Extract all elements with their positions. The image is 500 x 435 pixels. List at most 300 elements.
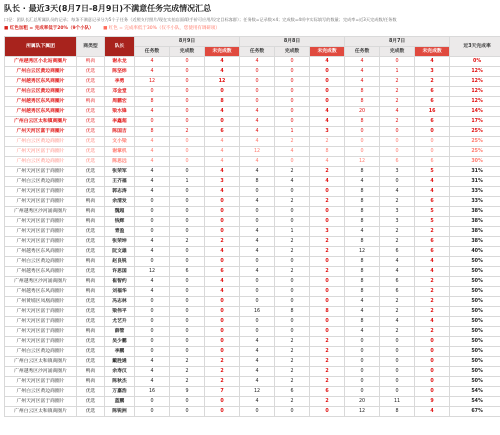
leader-cell: 陈思远 <box>105 157 135 167</box>
day1-tasks-cell: 0 <box>135 407 170 417</box>
leader-cell: 阮文雄 <box>105 247 135 257</box>
day1-missing-cell: 0 <box>205 407 240 417</box>
day1-done-cell: 2 <box>170 367 205 377</box>
day1-missing-cell: 0 <box>205 297 240 307</box>
day2-done-cell: 2 <box>275 267 310 277</box>
biz-type-cell: 优选 <box>77 117 105 127</box>
team-cell: 广州越秀区东风商圈片 <box>5 107 77 117</box>
day3-missing-cell: 0 <box>415 377 450 387</box>
leader-cell: 陈坚炜 <box>105 67 135 77</box>
day3-missing-cell: 4 <box>415 267 450 277</box>
day2-tasks-cell: 4 <box>240 397 275 407</box>
team-cell: 广州天河区富于商圈片 <box>5 147 77 157</box>
day1-done-cell: 0 <box>170 307 205 317</box>
day3-done-cell: 4 <box>380 257 415 267</box>
completion-rate-cell: 40% <box>450 247 500 257</box>
day2-tasks-cell: 0 <box>240 407 275 417</box>
leader-cell: 魏超 <box>105 207 135 217</box>
day2-missing-cell: 2 <box>310 357 345 367</box>
day3-done-cell: 3 <box>380 167 415 177</box>
team-cell: 广州白云区黄边商圈片 <box>5 157 77 167</box>
day1-missing-cell: 4 <box>205 287 240 297</box>
day3-tasks-cell: 8 <box>345 87 380 97</box>
day3-tasks-cell: 4 <box>345 177 380 187</box>
day3-missing-cell: 4 <box>415 407 450 417</box>
day1-missing-cell: 6 <box>205 267 240 277</box>
day3-missing-cell: 6 <box>415 97 450 107</box>
page-title: 队长 · 最近3天(8月7日-8月9日)不满意任务完成情况汇总 <box>4 4 212 13</box>
team-cell: 广州天河区富于商圈片 <box>5 327 77 337</box>
biz-type-cell: 鸭肉 <box>77 207 105 217</box>
day2-done-cell: 0 <box>275 287 310 297</box>
day2-missing-cell: 0 <box>310 77 345 87</box>
day1-tasks-cell: 0 <box>135 317 170 327</box>
day1-done-cell: 2 <box>170 237 205 247</box>
day2-tasks-cell: 0 <box>240 97 275 107</box>
day1-done-cell: 0 <box>170 197 205 207</box>
team-cell: 广州天河区富于商圈片 <box>5 217 77 227</box>
completion-rate-cell: 50% <box>450 377 500 387</box>
completion-rate-cell: 30% <box>450 157 500 167</box>
day2-done-cell: 4 <box>275 147 310 157</box>
leader-cell: 陈秋杰 <box>105 377 135 387</box>
day1-missing-cell: 0 <box>205 327 240 337</box>
header-tasks: 任务数 <box>345 47 380 57</box>
biz-type-cell: 优选 <box>77 407 105 417</box>
day1-tasks-cell: 4 <box>135 57 170 67</box>
day2-missing-cell: 4 <box>310 117 345 127</box>
day2-missing-cell: 0 <box>310 277 345 287</box>
leader-cell: 崔智约 <box>105 277 135 287</box>
day1-done-cell: 9 <box>170 387 205 397</box>
day3-missing-cell: 2 <box>415 287 450 297</box>
table-body <box>5 57 500 417</box>
biz-type-cell: 优选 <box>77 347 105 357</box>
day3-done-cell: 4 <box>380 107 415 117</box>
day3-done-cell: 6 <box>380 287 415 297</box>
day2-missing-cell: 0 <box>310 187 345 197</box>
leader-cell: 戴胜通 <box>105 357 135 367</box>
day3-tasks-cell: 8 <box>345 257 380 267</box>
day3-tasks-cell: 8 <box>345 287 380 297</box>
table-row <box>5 277 500 287</box>
day3-tasks-cell: 0 <box>345 337 380 347</box>
day3-missing-cell: 6 <box>415 157 450 167</box>
header-team: 所属队下属团 <box>5 37 77 57</box>
team-cell: 广州越秀区东风商圈片 <box>5 77 77 87</box>
day3-done-cell: 6 <box>380 157 415 167</box>
header-tasks: 任务数 <box>240 47 275 57</box>
day1-missing-cell: 0 <box>205 197 240 207</box>
day3-tasks-cell: 4 <box>345 77 380 87</box>
leader-cell: 李鹏 <box>105 347 135 357</box>
day3-done-cell: 2 <box>380 327 415 337</box>
biz-type-cell: 鸭肉 <box>77 57 105 67</box>
completion-rate-cell: 17% <box>450 117 500 127</box>
day3-missing-cell: 2 <box>415 297 450 307</box>
biz-type-cell: 优选 <box>77 397 105 407</box>
day2-done-cell: 2 <box>275 377 310 387</box>
completion-rate-cell: 50% <box>450 277 500 287</box>
biz-type-cell: 优选 <box>77 167 105 177</box>
day1-done-cell: 0 <box>170 347 205 357</box>
header-day-3: 8月7日 <box>345 37 450 47</box>
day2-missing-cell: 2 <box>310 247 345 257</box>
day1-tasks-cell: 4 <box>135 187 170 197</box>
completion-rate-cell: 50% <box>450 327 500 337</box>
day3-missing-cell: 5 <box>415 207 450 217</box>
day1-missing-cell: 0 <box>205 257 240 267</box>
leader-cell: 余寿汉 <box>105 367 135 377</box>
day2-missing-cell: 0 <box>310 297 345 307</box>
day3-missing-cell: 0 <box>415 137 450 147</box>
day3-missing-cell: 2 <box>415 307 450 317</box>
biz-type-cell: 鸭肉 <box>77 277 105 287</box>
day2-missing-cell: 2 <box>310 197 345 207</box>
day3-tasks-cell: 8 <box>345 197 380 207</box>
header-biz: 商类型 <box>77 37 105 57</box>
header-done: 完成数 <box>275 47 310 57</box>
day3-done-cell: 2 <box>380 117 415 127</box>
biz-type-cell: 鸭肉 <box>77 257 105 267</box>
day1-missing-cell: 2 <box>205 367 240 377</box>
day3-done-cell: 6 <box>380 277 415 287</box>
day3-done-cell: 0 <box>380 387 415 397</box>
completion-rate-cell: 12% <box>450 97 500 107</box>
team-cell: 广州越秀区东风商圈片 <box>5 247 77 257</box>
header-miss: 未完成数 <box>310 47 345 57</box>
leader-cell: 谢掌机 <box>105 147 135 157</box>
day2-done-cell: 2 <box>275 357 310 367</box>
completion-rate-cell: 50% <box>450 297 500 307</box>
day1-tasks-cell: 4 <box>135 287 170 297</box>
day3-tasks-cell: 4 <box>345 67 380 77</box>
day2-done-cell: 2 <box>275 167 310 177</box>
day3-missing-cell: 0 <box>415 347 450 357</box>
day3-done-cell: 0 <box>380 57 415 67</box>
biz-type-cell: 优选 <box>77 307 105 317</box>
page-description: 口径：团队长汇总所属队员的记录；每条不满意记录分为5个子任务（近照支付照片/现在实拍店面/联手价可应用/设定目标客群）；任务数=记录数×4；完成数=4项中实际填写的数量；完成率=近3天完成数/任务数 <box>4 17 397 22</box>
completion-rate-cell: 38% <box>450 217 500 227</box>
day3-tasks-cell: 8 <box>345 97 380 107</box>
biz-type-cell: 优选 <box>77 77 105 87</box>
day3-done-cell: 8 <box>380 407 415 417</box>
day3-done-cell: 3 <box>380 207 415 217</box>
day1-tasks-cell: 0 <box>135 327 170 337</box>
day3-tasks-cell: 4 <box>345 307 380 317</box>
leader-cell: 青盈 <box>105 227 135 237</box>
day1-missing-cell: 0 <box>205 217 240 227</box>
completion-rate-cell: 50% <box>450 267 500 277</box>
day2-done-cell: 0 <box>275 317 310 327</box>
table-row <box>5 177 500 187</box>
day2-done-cell: 1 <box>275 227 310 237</box>
day1-missing-cell: 0 <box>205 337 240 347</box>
day2-missing-cell: 0 <box>310 97 345 107</box>
day3-missing-cell: 0 <box>415 367 450 377</box>
day2-missing-cell: 2 <box>310 347 345 357</box>
day1-done-cell: 0 <box>170 137 205 147</box>
header-miss: 未完成数 <box>205 47 240 57</box>
day2-missing-cell: 2 <box>310 167 345 177</box>
day2-tasks-cell: 0 <box>240 217 275 227</box>
completion-rate-cell: 67% <box>450 407 500 417</box>
day1-missing-cell: 0 <box>205 227 240 237</box>
biz-type-cell: 优选 <box>77 357 105 367</box>
day2-tasks-cell: 4 <box>240 367 275 377</box>
day2-done-cell: 0 <box>275 407 310 417</box>
team-cell: 广州黄埔区凤凰商圈片 <box>5 297 77 307</box>
day3-tasks-cell: 0 <box>345 347 380 357</box>
day1-missing-cell: 4 <box>205 147 240 157</box>
day1-tasks-cell: 0 <box>135 397 170 407</box>
team-cell: 广州越秀区沙河涌商圈片 <box>5 367 77 377</box>
leader-cell: 薛管 <box>105 327 135 337</box>
day1-missing-cell: 4 <box>205 137 240 147</box>
team-cell: 广州白云区黄边商圈片 <box>5 67 77 77</box>
completion-rate-cell: 31% <box>450 167 500 177</box>
day2-done-cell: 0 <box>275 157 310 167</box>
team-cell: 广州白云区太和镇商圈片 <box>5 407 77 417</box>
biz-type-cell: 优选 <box>77 337 105 347</box>
day1-tasks-cell: 8 <box>135 127 170 137</box>
day2-tasks-cell: 0 <box>240 297 275 307</box>
team-cell: 广州天河区富于商圈片 <box>5 317 77 327</box>
day1-missing-cell: 0 <box>205 347 240 357</box>
day3-done-cell: 0 <box>380 377 415 387</box>
day1-done-cell: 0 <box>170 297 205 307</box>
day2-done-cell: 0 <box>275 87 310 97</box>
day1-done-cell: 0 <box>170 407 205 417</box>
leader-cell: 张荣军 <box>105 167 135 177</box>
biz-type-cell: 鸭肉 <box>77 367 105 377</box>
day1-done-cell: 0 <box>170 327 205 337</box>
day2-done-cell: 0 <box>275 327 310 337</box>
day2-tasks-cell: 4 <box>240 157 275 167</box>
team-cell: 广州天河区富于商圈片 <box>5 397 77 407</box>
leader-cell: 李勇 <box>105 77 135 87</box>
day2-done-cell: 8 <box>275 307 310 317</box>
day1-tasks-cell: 0 <box>135 307 170 317</box>
day2-tasks-cell: 16 <box>240 307 275 317</box>
biz-type-cell: 优选 <box>77 247 105 257</box>
leader-cell: 李鑫超 <box>105 117 135 127</box>
day2-missing-cell: 2 <box>310 137 345 147</box>
day3-missing-cell: 4 <box>415 257 450 267</box>
table-row <box>5 237 500 247</box>
day2-done-cell: 0 <box>275 77 310 87</box>
day2-tasks-cell: 4 <box>240 167 275 177</box>
day2-tasks-cell: 12 <box>240 387 275 397</box>
completion-rate-cell: 50% <box>450 347 500 357</box>
day2-tasks-cell: 4 <box>240 347 275 357</box>
day3-done-cell: 11 <box>380 397 415 407</box>
day3-missing-cell: 4 <box>415 177 450 187</box>
header-miss: 未完成数 <box>415 47 450 57</box>
day3-tasks-cell: 0 <box>345 367 380 377</box>
team-cell: 广州越秀区东风商圈片 <box>5 287 77 297</box>
day1-missing-cell: 0 <box>205 87 240 97</box>
team-cell: 广州越秀区小北站商圈片 <box>5 57 77 67</box>
day2-done-cell: 2 <box>275 367 310 377</box>
day2-tasks-cell: 0 <box>240 277 275 287</box>
team-cell: 广州天河区富于商圈片 <box>5 197 77 207</box>
day1-done-cell: 0 <box>170 57 205 67</box>
day2-missing-cell: 2 <box>310 337 345 347</box>
day3-done-cell: 0 <box>380 347 415 357</box>
biz-type-cell: 鸭肉 <box>77 97 105 107</box>
day3-done-cell: 4 <box>380 317 415 327</box>
day2-tasks-cell: 4 <box>240 267 275 277</box>
day3-tasks-cell: 8 <box>345 267 380 277</box>
day3-missing-cell: 6 <box>415 197 450 207</box>
day3-done-cell: 2 <box>380 297 415 307</box>
day2-done-cell: 4 <box>275 177 310 187</box>
day1-missing-cell: 0 <box>205 117 240 127</box>
day2-tasks-cell: 0 <box>240 207 275 217</box>
day3-tasks-cell: 4 <box>345 57 380 67</box>
day2-done-cell: 0 <box>275 67 310 77</box>
table-row <box>5 117 500 127</box>
day3-missing-cell: 6 <box>415 237 450 247</box>
day1-missing-cell: 0 <box>205 207 240 217</box>
day2-missing-cell: 0 <box>310 327 345 337</box>
team-cell: 广州白云区黄边商圈片 <box>5 387 77 397</box>
day3-missing-cell: 3 <box>415 67 450 77</box>
day2-done-cell: 0 <box>275 97 310 107</box>
completion-rate-cell: 33% <box>450 187 500 197</box>
day1-tasks-cell: 0 <box>135 217 170 227</box>
day2-done-cell: 2 <box>275 137 310 147</box>
team-cell: 广州白云区黄边商圈片 <box>5 347 77 357</box>
biz-type-cell: 优选 <box>77 137 105 147</box>
day1-done-cell: 0 <box>170 317 205 327</box>
day1-done-cell: 1 <box>170 177 205 187</box>
day2-missing-cell: 4 <box>310 177 345 187</box>
day1-done-cell: 2 <box>170 377 205 387</box>
day2-tasks-cell: 4 <box>240 127 275 137</box>
day2-missing-cell: 6 <box>310 387 345 397</box>
table-row <box>5 287 500 297</box>
day2-tasks-cell: 4 <box>240 357 275 367</box>
day3-tasks-cell: 0 <box>345 147 380 157</box>
table-row <box>5 337 500 347</box>
leader-cell: 郭志涛 <box>105 187 135 197</box>
legend-red: ■ 红色加粗 = 完成率低于20%（9个小队） <box>4 26 94 31</box>
day2-missing-cell: 2 <box>310 377 345 387</box>
day1-tasks-cell: 12 <box>135 267 170 277</box>
day3-missing-cell: 4 <box>415 187 450 197</box>
day2-done-cell: 2 <box>275 397 310 407</box>
biz-type-cell: 优选 <box>77 67 105 77</box>
day1-done-cell: 0 <box>170 107 205 117</box>
biz-type-cell: 优选 <box>77 267 105 277</box>
day3-missing-cell: 0 <box>415 337 450 347</box>
day3-tasks-cell: 8 <box>345 187 380 197</box>
day3-done-cell: 2 <box>380 197 415 207</box>
day2-missing-cell: 0 <box>310 87 345 97</box>
leader-cell: 尤艺升 <box>105 317 135 327</box>
day2-tasks-cell: 0 <box>240 327 275 337</box>
day3-missing-cell: 0 <box>415 357 450 367</box>
team-cell: 广州越秀区沙河涌商圈片 <box>5 277 77 287</box>
day3-tasks-cell: 12 <box>345 247 380 257</box>
day3-tasks-cell: 12 <box>345 407 380 417</box>
leader-cell: 邓金堂 <box>105 87 135 97</box>
day3-tasks-cell: 8 <box>345 167 380 177</box>
biz-type-cell: 鸭肉 <box>77 217 105 227</box>
day1-missing-cell: 0 <box>205 397 240 407</box>
day2-missing-cell: 4 <box>310 57 345 67</box>
day3-missing-cell: 5 <box>415 217 450 227</box>
day1-tasks-cell: 0 <box>135 117 170 127</box>
table-row <box>5 97 500 107</box>
day3-tasks-cell: 4 <box>345 297 380 307</box>
team-cell: 广州天河区富于商圈片 <box>5 377 77 387</box>
header-tasks: 任务数 <box>135 47 170 57</box>
day1-done-cell: 0 <box>170 287 205 297</box>
day3-done-cell: 0 <box>380 147 415 157</box>
team-cell: 广州越秀区沙河涌商圈片 <box>5 207 77 217</box>
day3-done-cell: 4 <box>380 187 415 197</box>
day2-tasks-cell: 0 <box>240 257 275 267</box>
header-day-2: 8月8日 <box>240 37 345 47</box>
day3-tasks-cell: 4 <box>345 327 380 337</box>
day1-tasks-cell: 0 <box>135 227 170 237</box>
day3-done-cell: 3 <box>380 217 415 227</box>
day3-tasks-cell: 8 <box>345 237 380 247</box>
day1-tasks-cell: 12 <box>135 77 170 87</box>
day2-tasks-cell: 0 <box>240 87 275 97</box>
day1-done-cell: 0 <box>170 227 205 237</box>
day1-tasks-cell: 0 <box>135 347 170 357</box>
day3-missing-cell: 6 <box>415 117 450 127</box>
day3-tasks-cell: 8 <box>345 117 380 127</box>
day1-done-cell: 0 <box>170 257 205 267</box>
day1-missing-cell: 0 <box>205 317 240 327</box>
team-cell: 广州天河区富于商圈片 <box>5 337 77 347</box>
table-row <box>5 217 500 227</box>
day3-done-cell: 0 <box>380 137 415 147</box>
day1-tasks-cell: 4 <box>135 357 170 367</box>
day2-tasks-cell: 4 <box>240 107 275 117</box>
day1-done-cell: 0 <box>170 87 205 97</box>
day1-tasks-cell: 4 <box>135 277 170 287</box>
day1-done-cell: 2 <box>170 127 205 137</box>
biz-type-cell: 优选 <box>77 177 105 187</box>
leader-cell: 万嘉浩 <box>105 387 135 397</box>
team-cell: 广州越秀区东风商圈片 <box>5 97 77 107</box>
completion-rate-cell: 50% <box>450 317 500 327</box>
day1-done-cell: 0 <box>170 247 205 257</box>
day1-done-cell: 0 <box>170 277 205 287</box>
biz-type-cell: 优选 <box>77 107 105 117</box>
day1-tasks-cell: 4 <box>135 237 170 247</box>
day3-missing-cell: 4 <box>415 57 450 67</box>
day1-missing-cell: 4 <box>205 157 240 167</box>
day1-tasks-cell: 4 <box>135 157 170 167</box>
day3-done-cell: 4 <box>380 267 415 277</box>
day3-tasks-cell: 0 <box>345 357 380 367</box>
legend <box>4 24 494 33</box>
header-rate: 近3天完成率 <box>450 37 500 57</box>
day1-missing-cell: 4 <box>205 67 240 77</box>
day1-missing-cell: 3 <box>205 177 240 187</box>
day3-tasks-cell: 8 <box>345 277 380 287</box>
day3-missing-cell: 5 <box>415 167 450 177</box>
day1-done-cell: 0 <box>170 117 205 127</box>
completion-rate-cell: 50% <box>450 257 500 267</box>
